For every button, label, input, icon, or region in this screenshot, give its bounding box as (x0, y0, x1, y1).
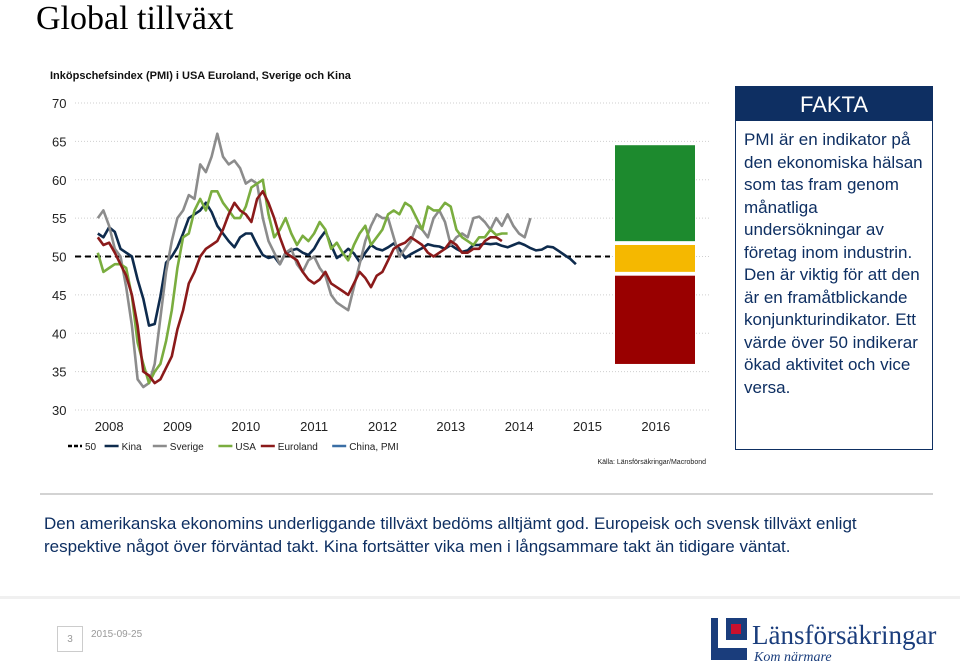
x-tick-label: 2014 (504, 419, 534, 434)
summary-text: Den amerikanska ekonomins underliggande tillväxt bedöms alltjämt god. Europeisk och svensk tillväxt enligt respektive något över förväntad takt. Kina fortsätter vika men i långsammare takt än tidigare väntat. (44, 514, 857, 556)
y-tick-label: 45 (52, 287, 67, 303)
y-tick-label: 30 (52, 403, 67, 418)
series-line-usa (98, 180, 508, 383)
page-number: 3 (57, 626, 83, 652)
logo-name: Länsförsäkringar (752, 620, 937, 650)
fakta-heading: FAKTA (736, 87, 932, 121)
y-tick-label: 55 (52, 211, 67, 227)
chart-title: Inköpschefsindex (PMI) i USA Euroland, Sverige och Kina (50, 70, 351, 82)
y-tick-label: 70 (52, 96, 67, 111)
page-title: Global tillväxt (36, 0, 234, 37)
indicator-band-2 (615, 276, 695, 364)
legend-label: USA (235, 442, 256, 453)
indicator-band-0 (615, 145, 695, 241)
y-tick-label: 40 (52, 326, 67, 342)
x-tick-label: 2010 (231, 419, 261, 434)
x-tick-label: 2016 (641, 419, 671, 434)
series-line-sverige (98, 134, 531, 387)
series-line-euroland (98, 191, 502, 383)
y-tick-label: 65 (52, 134, 67, 150)
x-tick-label: 2012 (368, 419, 397, 434)
y-tick-label: 35 (52, 364, 67, 380)
legend-label: Sverige (169, 442, 204, 453)
y-tick-label: 60 (52, 172, 67, 188)
x-tick-label: 2015 (573, 419, 602, 434)
logo-tagline: Kom närmare (754, 650, 832, 665)
chart-source: Källa: Länsförsäkringar/Macrobond (597, 459, 706, 466)
legend-label: China, PMI (349, 442, 399, 453)
x-tick-label: 2013 (436, 419, 466, 434)
x-tick-label: 2011 (300, 419, 329, 434)
fakta-box (735, 86, 933, 450)
y-tick-label: 50 (52, 249, 67, 265)
slide-date: 2015-09-25 (91, 629, 143, 640)
legend-label: Euroland (277, 442, 318, 453)
indicator-band-1 (615, 245, 695, 272)
legend-label: 50 (85, 442, 97, 453)
fakta-text: PMI är en indikator på den ekonomiska hälsan som tas fram genom månatliga undersökningar av företag inom industrin. Den är viktig för att den är en framåtblickande konjunkturindikator. Ett värde över 50 indikerar ökad aktivitet och vice versa. (744, 130, 923, 397)
x-tick-label: 2009 (163, 419, 192, 434)
section-divider (40, 493, 933, 495)
footer-shade (0, 596, 960, 599)
lansforsakringar-logo-icon (711, 618, 747, 660)
legend-label: Kina (121, 442, 142, 453)
x-tick-label: 2008 (94, 419, 124, 434)
